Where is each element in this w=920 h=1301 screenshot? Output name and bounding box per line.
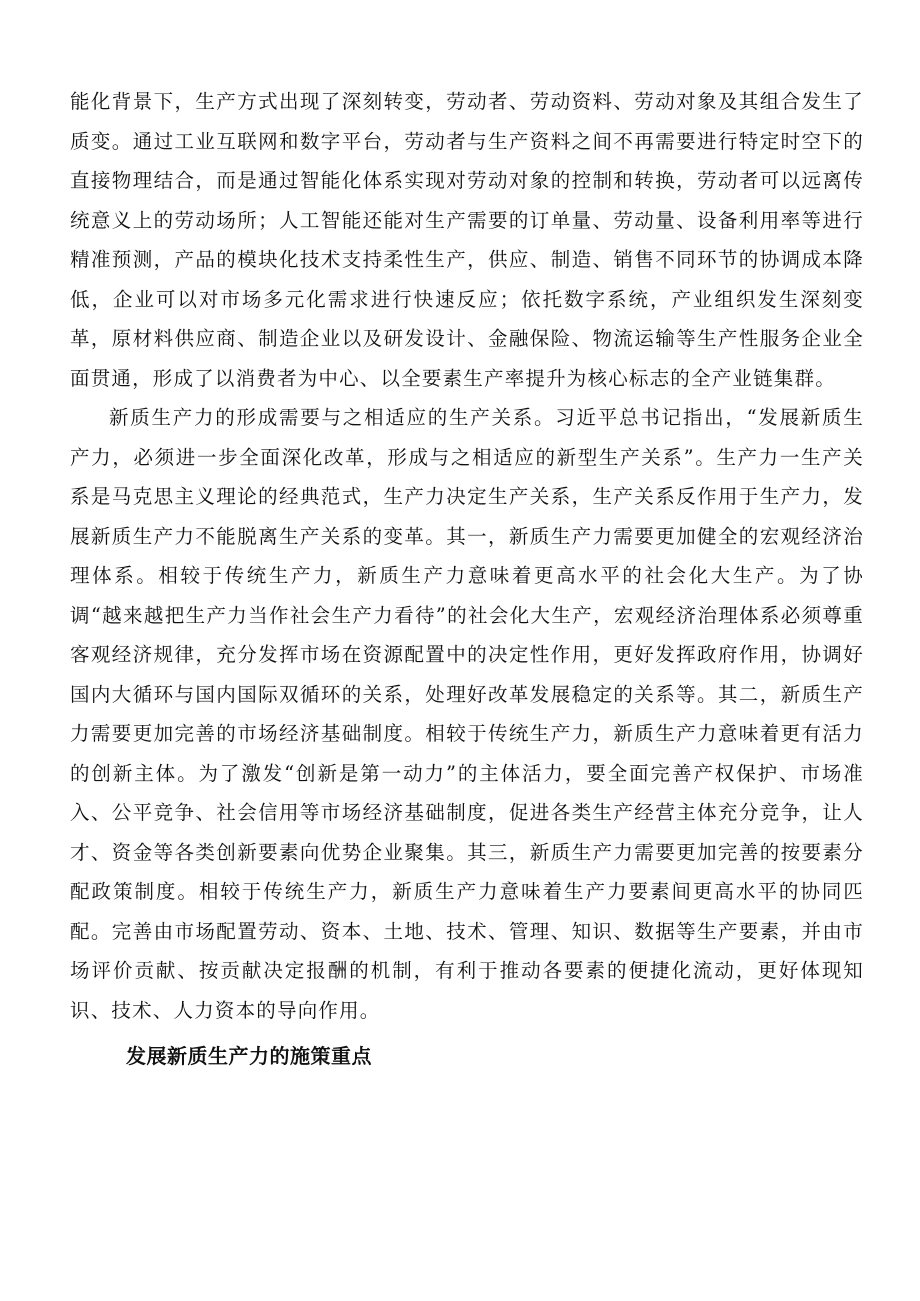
section-heading: 发展新质生产力的施策重点 (126, 1044, 372, 1068)
paragraph-continuation: 能化背景下，生产方式出现了深刻转变，劳动者、劳动资料、劳动对象及其组合发生了质变。通过工业互联网和数字平台，劳动者与生产资料之间不再需要进行特定时空下的直接物理结合，而是通过智能化体系实现对劳动对象的控制和转换，劳动者可以远离传统意义上的劳动场所；人工智能还能对生产需要的订单量、劳动量、设备利用率等进行精准预测，产品的模块化技术支持柔性生产，供应、制造、销售不同环节的协调成本降低，企业可以对市场多元化需求进行快速反应；依托数字系统，产业组织发生深刻变革，原材料供应商、制造企业以及研发设计、金融保险、物流运输等生产性服务企业全面贯通，形成了以消费者为中心、以全要素生产率提升为核心标志的全产业链集群。 (70, 90, 864, 390)
paragraph-production-relations: 新质生产力的形成需要与之相适应的生产关系。习近平总书记指出，“发展新质生产力，必须进一步全面深化改革，形成与之相适应的新型生产关系”。生产力一生产关系是马克思主义理论的经典范式，生产力决定生产关系，生产关系反作用于生产力，发展新质生产力不能脱离生产关系的变革。其一，新质生产力需要更加健全的宏观经济治理体系。相较于传统生产力，新质生产力意味着更高水平的社会化大生产。为了协调“越来越把生产力当作社会生产力看待”的社会化大生产，宏观经济治理体系必须尊重客观经济规律，充分发挥市场在资源配置中的决定性作用，更好发挥政府作用，协调好国内大循环与国内国际双循环的关系，处理好改革发展稳定的关系等。其二，新质生产力需要更加完善的市场经济基础制度。相较于传统生产力，新质生产力意味着更有活力的创新主体。为了激发“创新是第一动力”的主体活力，要全面完善产权保护、市场准入、公平竞争、社会信用等市场经济基础制度，促进各类生产经营主体充分竞争，让人才、资金等各类创新要素向优势企业聚集。其三，新质生产力需要更加完善的按要素分配政策制度。相较于传统生产力，新质生产力意味着生产力要素间更高水平的协同匹配。完善由市场配置劳动、资本、土地、技术、管理、知识、数据等生产要素，并由市场评价贡献、按贡献决定报酬的机制，有利于推动各要素的便捷化流动，更好体现知识、技术、人力资本的导向作用。 (70, 406, 864, 1022)
